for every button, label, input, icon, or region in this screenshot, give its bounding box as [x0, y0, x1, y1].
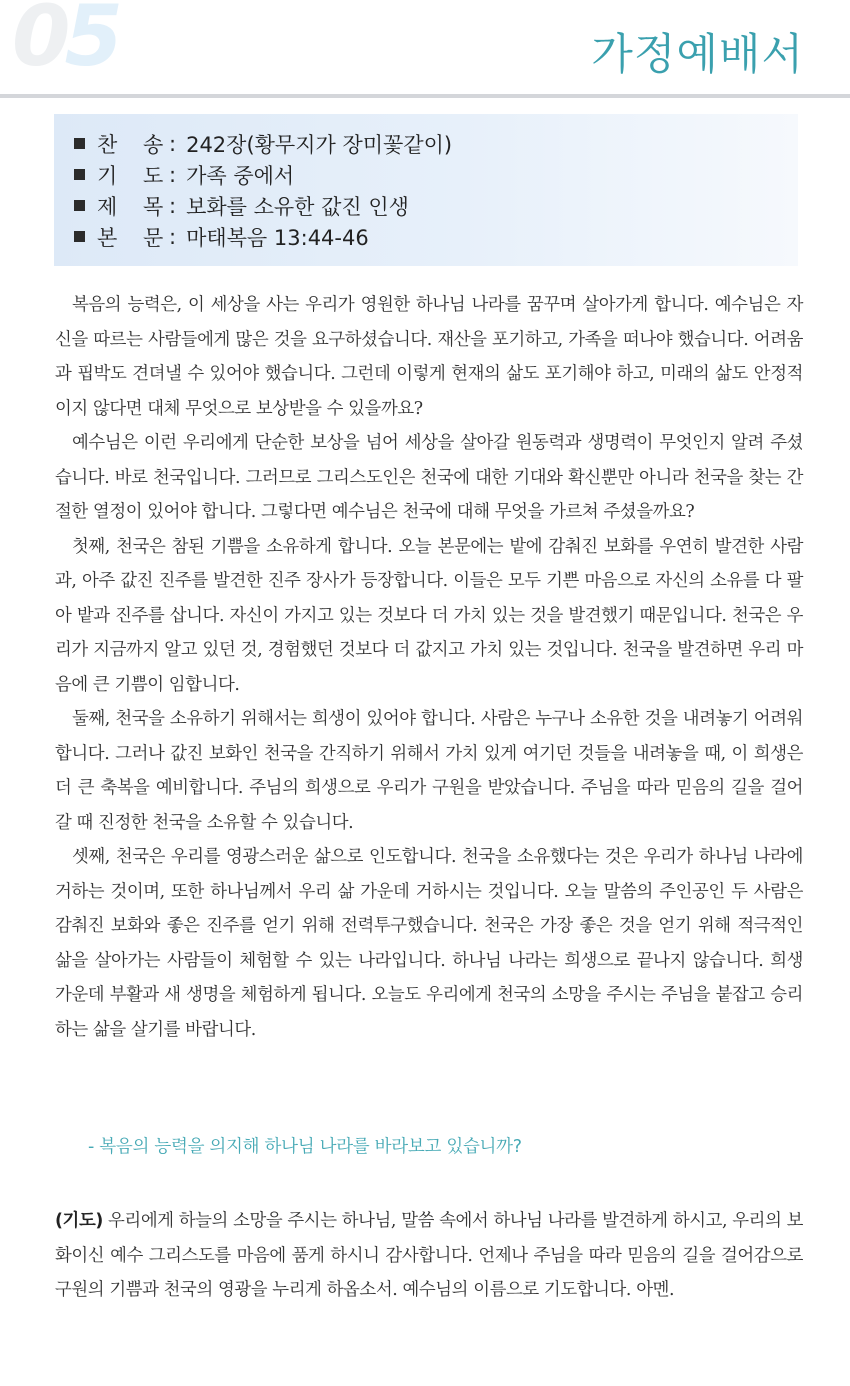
info-label-first-char: 찬 [97, 132, 118, 157]
square-bullet-icon [74, 169, 85, 180]
square-bullet-icon [74, 138, 85, 149]
info-value-prayer: 가족 중에서 [186, 163, 295, 188]
info-colon: : [169, 224, 177, 249]
info-value-scripture: 마태복음 13:44-46 [186, 225, 369, 250]
info-colon: : [169, 162, 177, 187]
section-number-digit-1: 0 [12, 0, 65, 85]
info-value-hymn: 242장(황무지가 장미꽃같이) [186, 132, 453, 157]
info-label-second-char: 문 [143, 225, 164, 250]
title-divider [0, 94, 850, 98]
prayer-label: (기도) [55, 1211, 103, 1231]
page-title: 가정예배서 [591, 30, 804, 80]
sermon-paragraph: 둘째, 천국을 소유하기 위해서는 희생이 있어야 합니다. 사람은 누구나 소유한 것을 내려놓기 어려워합니다. 그러나 값진 보화인 천국을 간직하기 위해서 가치 있게 여기던 것들을 내려놓을 때, 이 희생은 더 큰 축복을 예비합니다. 주님의 희생으로 우리가 구원을 받았습니다. 주님을 따라 믿음의 길을 걸어갈 때 진정한 천국을 소유할 수 있습니다. [55, 709, 803, 833]
info-row-prayer [74, 159, 798, 190]
prayer-text: 우리에게 하늘의 소망을 주시는 하나님, 말씀 속에서 하나님 나라를 발견하게 하시고, 우리의 보화이신 예수 그리스도를 마음에 품게 하시니 감사합니다. 언제나 주님을 따라 믿음의 길을 걸어감으로 구원의 기쁨과 천국의 영광을 누리게 하옵소서. 예수님의 이름으로 기도합니다. 아멘. [55, 1211, 804, 1300]
info-colon: : [169, 193, 177, 218]
info-label-second-char: 도 [143, 163, 164, 188]
sermon-body [55, 288, 803, 1047]
worship-info-list [54, 114, 798, 252]
closing-prayer [55, 1204, 803, 1308]
sermon-paragraph: 셋째, 천국은 우리를 영광스러운 삶으로 인도합니다. 천국을 소유했다는 것은 우리가 하나님 나라에 거하는 것이며, 또한 하나님께서 우리 삶 가운데 거하시는 것입니다. 오늘 말씀의 주인공인 두 사람은 감춰진 보화와 좋은 진주를 얻기 위해 전력투구했습니다. 천국은 가장 좋은 것을 얻기 위해 적극적인 삶을 살아가는 사람들이 체험할 수 있는 나라입니다. 하나님 나라는 희생으로 끝나지 않습니다. 희생 가운데 부활과 새 생명을 체험하게 됩니다. 오늘도 우리에게 천국의 소망을 주시는 주님을 붙잡고 승리하는 삶을 살기를 바랍니다. [55, 847, 803, 1040]
reflection-question: - 복음의 능력을 의지해 하나님 나라를 바라보고 있습니까? [88, 1137, 522, 1157]
info-label-first-char: 제 [97, 194, 118, 219]
info-row-scripture [74, 221, 798, 252]
sermon-paragraph: 첫째, 천국은 참된 기쁨을 소유하게 합니다. 오늘 본문에는 밭에 감춰진 보화를 우연히 발견한 사람과, 아주 값진 진주를 발견한 진주 장사가 등장합니다. 이들은 모두 기쁜 마음으로 자신의 소유를 다 팔아 밭과 진주를 삽니다. 자신이 가지고 있는 것보다 더 가치 있는 것을 발견했기 때문입니다. 천국은 우리가 지금까지 알고 있던 것, 경험했던 것보다 더 값지고 가치 있는 것입니다. 천국을 발견하면 우리 마음에 큰 기쁨이 임합니다. [55, 536, 803, 695]
info-label-second-char: 목 [143, 194, 164, 219]
square-bullet-icon [74, 200, 85, 211]
worship-info-box [54, 114, 798, 266]
info-value-subject: 보화를 소유한 값진 인생 [186, 194, 409, 219]
sermon-paragraph: 복음의 능력은, 이 세상을 사는 우리가 영원한 하나님 나라를 꿈꾸며 살아가게 합니다. 예수님은 자신을 따르는 사람들에게 많은 것을 요구하셨습니다. 재산을 포기하고, 가족을 떠나야 했습니다. 어려움과 핍박도 견뎌낼 수 있어야 했습니다. 그런데 이렇게 현재의 삶도 포기해야 하고, 미래의 삶도 안정적이지 않다면 대체 무엇으로 보상받을 수 있을까요? [55, 295, 803, 419]
sermon-paragraph: 예수님은 이런 우리에게 단순한 보상을 넘어 세상을 살아갈 원동력과 생명력이 무엇인지 알려 주셨습니다. 바로 천국입니다. 그러므로 그리스도인은 천국에 대한 기대와 확신뿐만 아니라 천국을 찾는 간절한 열정이 있어야 합니다. 그렇다면 예수님은 천국에 대해 무엇을 가르쳐 주셨을까요? [55, 433, 803, 522]
section-number [12, 0, 117, 85]
info-label-first-char: 본 [97, 225, 118, 250]
section-number-digit-2: 5 [64, 0, 117, 85]
info-label-first-char: 기 [97, 163, 118, 188]
info-row-hymn [74, 128, 798, 159]
info-row-subject [74, 190, 798, 221]
info-label-second-char: 송 [143, 132, 164, 157]
square-bullet-icon [74, 231, 85, 242]
info-colon: : [169, 131, 177, 156]
